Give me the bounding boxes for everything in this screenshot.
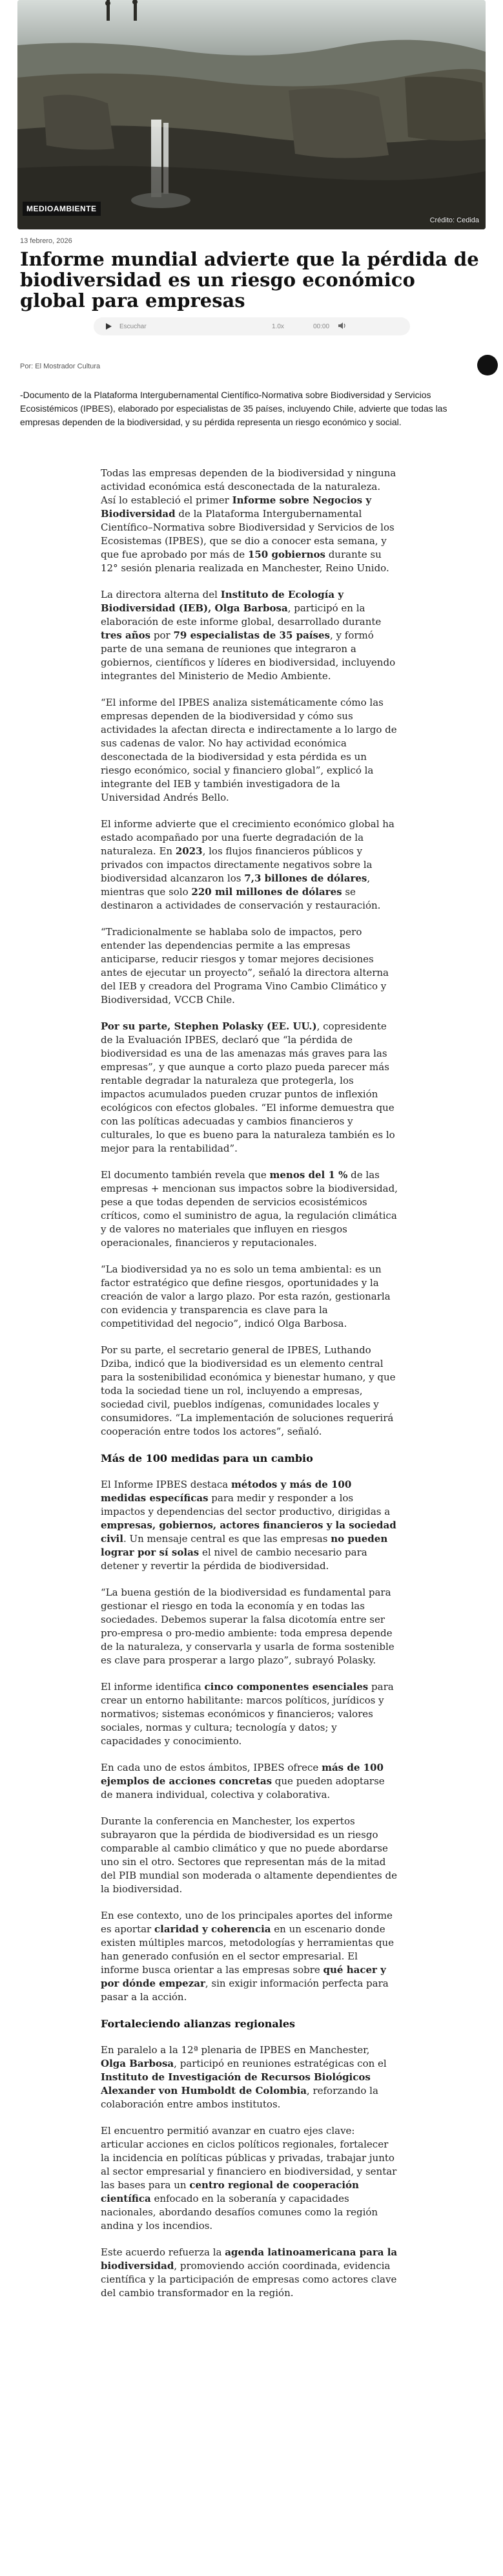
- bold-text: agenda latinoamericana para la biodiversidad: [101, 2246, 398, 2272]
- article-lead: -Documento de la Plataforma Intergubernamental Científico-Normativa sobre Biodiversidad y Servicios Ecosistémicos (IPBES), elaborado por especialistas de 35 países, incluyendo Chile, advierte que todas las empresas dependen de la biodiversidad, y su pérdida representa un riesgo económico y social.: [20, 390, 447, 427]
- article-title: Informe mundial advierte que la pérdida de biodiversidad es un riesgo económico global para empresas: [20, 248, 479, 311]
- article-paragraph: [101, 1761, 398, 1802]
- article-paragraph: [101, 2246, 398, 2300]
- bold-text: Olga Barbosa: [101, 2058, 174, 2069]
- bold-text: claridad y coherencia: [154, 1923, 271, 1935]
- text-run: de las empresas + mencionan sus impactos sobre la biodiversidad, pese a que todas dependen de servicios ecosistémicos críticos, como el suministro de agua, la regulación climática y de valores no materiales que influyen en riesgos operacionales, financieros y reputacionales.: [101, 1169, 398, 1249]
- text-run: La directora alterna del: [101, 589, 221, 600]
- publish-date: 13 febrero, 2026: [20, 237, 72, 245]
- text-run: Todas las empresas dependen de la biodiversidad y ninguna actividad económica está desconectada de la naturaleza. Así lo estableció el primer: [101, 467, 396, 506]
- photo-credit: Crédito: Cedida: [429, 216, 479, 224]
- section-heading: Fortaleciendo alianzas regionales: [101, 2018, 296, 2030]
- text-run: enfocado en la soberanía y capacidades nacionales, abordando desafíos comunes como la región andina y los incendios.: [101, 2193, 378, 2232]
- bold-text: centro regional de cooperación científica: [101, 2179, 359, 2204]
- audio-label: Escuchar: [119, 322, 147, 330]
- hero-image: [17, 0, 486, 229]
- text-run: Por su parte, el secretario general de IPBES, Luthando Dziba, indicó que la biodiversidad es un elemento central para la sostenibilidad económica y bienestar humano, y que toda la sociedad tiene un rol, incluyendo a empresas, sociedad civil, pueblos indígenas, comunidades locales y consumidores. “La implementación de soluciones requerirá cooperación entre todos los actores”, señaló.: [101, 1344, 396, 1437]
- author-row: [20, 355, 503, 378]
- text-run: , reforzando la colaboración entre ambos institutos.: [101, 2085, 378, 2110]
- bold-text: tres años: [101, 629, 151, 641]
- section-heading: Más de 100 medidas para un cambio: [101, 1452, 313, 1464]
- audio-speed-button[interactable]: 1.0x: [272, 322, 284, 330]
- text-run: “El informe del IPBES analiza sistemáticamente cómo las empresas dependen de la biodiversidad y cómo sus actividades la afectan directa e indirectamente a lo largo de sus cadenas de valor. No hay actividad económica desconectada de la biodiversidad y esta pérdida es un riesgo económico, social y financiero global”, explicó la integrante del IEB y también investigadora de la Universidad Andrés Bello.: [101, 697, 397, 803]
- article-paragraph: [101, 1815, 398, 1896]
- text-run: El Informe IPBES destaca: [101, 1479, 232, 1490]
- text-run: se destinaron a actividades de conservación y restauración.: [101, 886, 381, 911]
- text-run: “La buena gestión de la biodiversidad es fundamental para gestionar el riesgo en toda la economía y en todas las sociedades. Debemos superar la falsa dicotomía entre ser pro-empresa o pro-medio ambiente: toda empresa depende de la naturaleza, y conservarla y usarla de forma sostenible es clave para prosperar a largo plazo”, subrayó Polasky.: [101, 1587, 395, 1666]
- audio-player: [94, 317, 410, 335]
- bold-text: 150 gobiernos: [247, 549, 325, 560]
- hero-photo-waterfall: [17, 0, 486, 229]
- article-paragraph: [101, 1909, 398, 2004]
- bold-text: 79 especialistas de 35 países: [173, 629, 330, 641]
- text-run: por: [150, 629, 174, 641]
- text-run: El documento también revela que: [101, 1169, 270, 1181]
- text-run: durante su 12° sesión plenaria realizada en Manchester, Reino Unido.: [101, 549, 389, 574]
- text-run: El encuentro permitió avanzar en cuatro ejes clave: articular acciones en ciclos políticos regionales, fortalecer la incidencia en políticas públicas y privadas, trabajar junto al sector empresarial y financiero en biodiversidad, y sentar las bases para un: [101, 2125, 397, 2191]
- category-badge[interactable]: MEDIOAMBIENTE: [23, 202, 101, 216]
- article-paragraph: [101, 1168, 398, 1250]
- text-run: , los flujos financieros públicos y privados con impactos directamente negativos sobre la biodiversidad alcanzaron los: [101, 845, 373, 884]
- article-paragraph: [101, 1478, 398, 1573]
- bold-text: Informe sobre Negocios y Biodiversidad: [101, 494, 372, 520]
- text-run: , participó en reuniones estratégicas con el: [174, 2058, 387, 2069]
- article-paragraph: [101, 1586, 398, 1667]
- bold-text: menos del 1 %: [269, 1169, 348, 1181]
- text-run: Durante la conferencia en Manchester, los expertos subrayaron que la pérdida de biodiversidad es un riesgo comparable al cambio climático y que no puede abordarse uno sin el otro. Sectores que representan más de la mitad del PIB mundial son moderada o altamente dependientes de la biodiversidad.: [101, 1815, 397, 1895]
- text-run: El informe identifica: [101, 1681, 205, 1693]
- text-run: en un escenario donde existen múltiples marcos, metodologías y herramientas que han generado confusión en el sector empresarial. El informe busca orientar a las empresas sobre: [101, 1923, 395, 1976]
- article-paragraph: [101, 1020, 398, 1156]
- bold-text: métodos y más de 100 medidas específicas: [101, 1479, 352, 1504]
- bold-text: Instituto de Investigación de Recursos Biológicos Alexander von Humboldt de Colombia: [101, 2071, 371, 2096]
- article-paragraph: [101, 1344, 398, 1439]
- share-button[interactable]: [477, 355, 498, 375]
- article-paragraph: [101, 696, 398, 805]
- text-run: En paralelo a la 12ª plenaria de IPBES en Manchester,: [101, 2044, 370, 2056]
- audio-time: 00:00: [313, 322, 330, 330]
- text-run: , y formó parte de una semana de reuniones que integraron a gobiernos, científicos y líderes en biodiversidad, incluyendo integrantes del Ministerio de Medio Ambiente.: [101, 629, 396, 682]
- article-paragraph: [101, 1263, 398, 1331]
- bold-text: no pueden lograr por sí solas: [101, 1533, 388, 1558]
- article-body: [101, 467, 398, 2300]
- text-run: , copresidente de la Evaluación IPBES, declaró que “la pérdida de biodiversidad es una de las amenazas más graves para las empresas”, y que aunque a corto plazo pueda parecer más rentable degradar la naturaleza que protegerla, los impactos acumulados pueden cruzar puntos de inflexión ecológicos con efectos globales. “El informe demuestra que con las políticas adecuadas y cambios financieros y culturales, lo que es bueno para la naturaleza también es lo mejor para la rentabilidad”.: [101, 1020, 395, 1154]
- bold-text: cinco componentes esenciales: [204, 1681, 369, 1693]
- article-paragraph: [101, 818, 398, 913]
- article-paragraph: [101, 467, 398, 575]
- bold-text: empresas, gobiernos, actores financieros y la sociedad civil: [101, 1519, 396, 1545]
- article-paragraph: [101, 925, 398, 1007]
- bold-text: Por su parte, Stephen Polasky (EE. UU.): [101, 1020, 317, 1032]
- text-run: El informe advierte que el crecimiento económico global ha estado acompañado por una fuerte degradación de la naturaleza. En: [101, 818, 395, 857]
- text-run: de la Plataforma Intergubernamental Científico–Normativa sobre Biodiversidad y Servicios de los Ecosistemas (IPBES), que se dio a conocer esta semana, y que fue aprobado por más de: [101, 508, 395, 560]
- text-run: En cada uno de estos ámbitos, IPBES ofrece: [101, 1762, 322, 1773]
- text-run: el nivel de cambio necesario para detener y revertir la pérdida de biodiversidad.: [101, 1547, 367, 1572]
- text-run: , participó en la elaboración de este informe global, desarrollado durante: [101, 602, 382, 628]
- text-run: , mientras que solo: [101, 872, 371, 898]
- text-run: En ese contexto, uno de los principales aportes del informe es aportar: [101, 1910, 393, 1935]
- text-run: “Tradicionalmente se hablaba solo de impactos, pero entender las dependencias permite a las empresas anticiparse, reducir riesgos y tomar mejores decisiones antes de ejecutar un proyecto”, señaló la directora alterna del IEB y creadora del Programa Vino Cambio Climático y Biodiversidad, VCCB Chile.: [101, 926, 389, 1006]
- text-run: . Un mensaje central es que las empresas: [123, 1533, 331, 1545]
- bold-text: más de 100 ejemplos de acciones concretas: [101, 1762, 384, 1787]
- text-run: Este acuerdo refuerza la: [101, 2246, 225, 2258]
- volume-icon[interactable]: [338, 322, 347, 332]
- bold-text: 7,3 billones de dólares: [244, 872, 367, 884]
- bold-text: Instituto de Ecología y Biodiversidad (IEB), Olga Barbosa: [101, 589, 344, 614]
- text-run: “La biodiversidad ya no es solo un tema ambiental: es un factor estratégico que define riesgos, oportunidades y la creación de valor a largo plazo. Por esta razón, gestionarla con evidencia y transparencia es clave para la competitividad del negocio”, indicó Olga Barbosa.: [101, 1263, 391, 1329]
- article-paragraph: [101, 2043, 398, 2111]
- text-run: para crear un entorno habilitante: marcos políticos, jurídicos y normativos; sistemas económicos y financieros; valores sociales, normas y cultura; tecnología y datos; y capacidades y conocimiento.: [101, 1681, 394, 1747]
- text-run: para medir y responder a los impactos y dependencias del sector productivo, dirigidas a: [101, 1492, 391, 1517]
- text-run: , sin exigir información perfecta para pasar a la acción.: [101, 1978, 389, 2003]
- article-paragraph: [101, 2124, 398, 2233]
- bold-text: qué hacer y por dónde empezar: [101, 1964, 386, 1989]
- author-byline[interactable]: Por: El Mostrador Cultura: [20, 363, 101, 370]
- article-paragraph: [101, 1680, 398, 1748]
- text-run: que pueden adoptarse de manera individual, colectiva y colaborativa.: [101, 1775, 385, 1800]
- text-run: , promoviendo acción coordinada, evidencia científica y la participación de empresas como actores clave del cambio transformador en la región.: [101, 2260, 397, 2299]
- bold-text: 2023: [175, 845, 203, 857]
- article-paragraph: [101, 588, 398, 683]
- play-icon[interactable]: [103, 321, 114, 332]
- bold-text: 220 mil millones de dólares: [191, 886, 342, 898]
